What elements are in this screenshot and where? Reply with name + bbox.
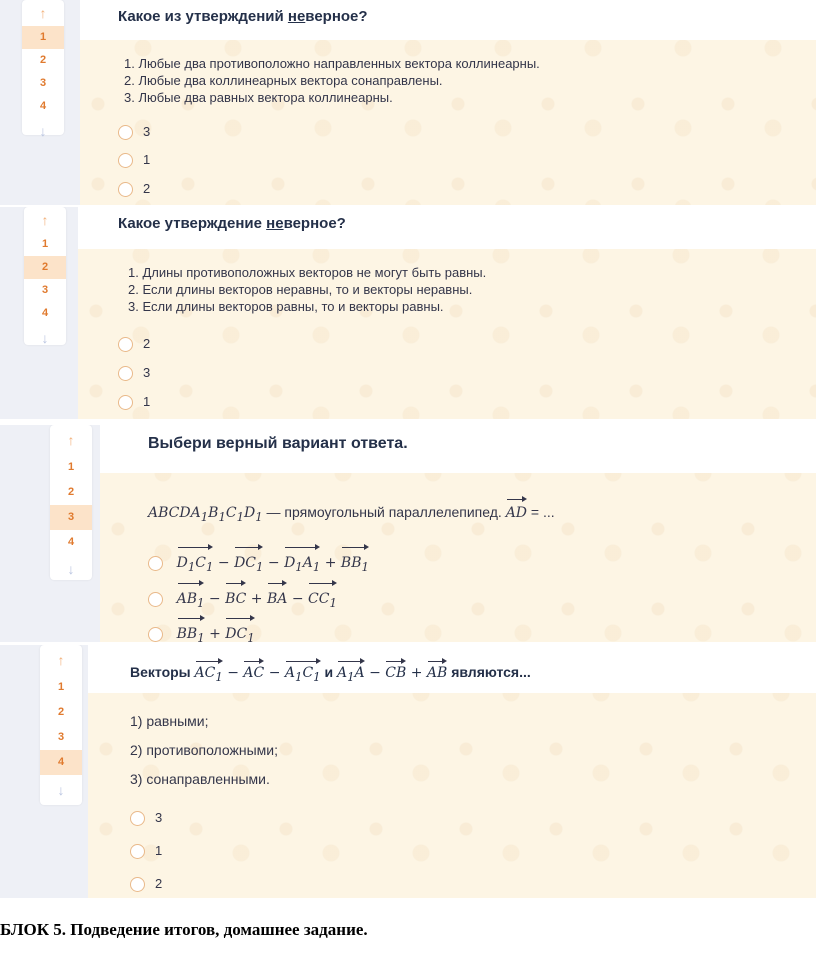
nav-question-2[interactable]: 2 — [39, 54, 47, 66]
radio-icon[interactable] — [148, 556, 163, 571]
arrow-down-icon[interactable]: ↓ — [39, 123, 47, 139]
nav-question-3[interactable]: 3 — [39, 77, 47, 89]
radio-icon[interactable] — [118, 395, 133, 410]
radio-icon[interactable] — [118, 182, 133, 197]
arrow-down-icon[interactable]: ↓ — [57, 782, 65, 798]
quiz-panel-4 — [0, 645, 816, 898]
arrow-up-icon[interactable]: ↑ — [57, 652, 65, 668]
answer-option[interactable]: 1 — [130, 842, 162, 860]
answer-option[interactable]: 2 — [130, 875, 162, 893]
question-nav — [40, 645, 82, 805]
answer-option[interactable]: 3 — [118, 364, 150, 382]
arrow-up-icon[interactable]: ↑ — [39, 5, 47, 21]
answer-option[interactable]: 1 — [118, 393, 150, 411]
question-nav — [22, 0, 64, 139]
problem-statement: $ABCDA_1B_1C_1D_1$ — прямоугольный параллелепипед. AD = ... — [148, 497, 555, 527]
formula-option-2: $AB_1$ − BC + BA − $CC_1$ — [177, 591, 337, 607]
question-statements: 1. Любые два противоположно направленных вектора коллинеарны. 2. Любые два коллинеарных вектора сонаправлены. 3. Любые два равных вектора коллинеарны. — [124, 56, 540, 105]
question-statements: 1. Длины противоположных векторов не могут быть равны. 2. Если длины векторов неравны, то и векторы неравны. 3. Если длины векторов равны, то и векторы равны. — [128, 265, 487, 314]
answer-option[interactable]: 3 — [118, 123, 150, 141]
radio-icon[interactable] — [118, 337, 133, 352]
section-footer: БЛОК 5. Подведение итогов, домашнее задание. — [0, 920, 368, 939]
question-title: Векторы $AC_1$ − AC − $A_1C_1$ и $A_1A$ − CB + AB являются... — [130, 659, 531, 684]
nav-question-1[interactable]: 1 — [41, 238, 49, 250]
formula-vector-group-1: $AC_1$ − AC − $A_1C_1$ — [195, 665, 321, 681]
answer-option[interactable] — [148, 581, 337, 610]
nav-question-2[interactable]: 2 — [57, 706, 65, 718]
answer-option[interactable]: 2 — [118, 335, 150, 353]
radio-icon[interactable] — [130, 844, 145, 859]
radio-icon[interactable] — [148, 592, 163, 607]
arrow-up-icon[interactable]: ↑ — [67, 432, 75, 448]
formula-option-3: $BB_1 + DC_1$ — [177, 626, 255, 642]
arrow-up-icon[interactable]: ↑ — [41, 212, 49, 228]
nav-question-4[interactable]: 4 — [39, 100, 47, 112]
radio-icon[interactable] — [118, 366, 133, 381]
radio-icon[interactable] — [118, 125, 133, 140]
nav-question-2[interactable]: 2 — [24, 256, 66, 279]
answer-option[interactable] — [148, 545, 369, 574]
question-nav — [50, 425, 92, 580]
arrow-down-icon[interactable]: ↓ — [41, 330, 49, 346]
answer-option[interactable]: 1 — [118, 151, 150, 169]
answer-option[interactable]: 3 — [130, 809, 162, 827]
nav-question-3[interactable]: 3 — [50, 505, 92, 530]
nav-question-4[interactable]: 4 — [67, 536, 75, 548]
nav-question-1[interactable]: 1 — [57, 681, 65, 693]
question-title: Какое из утверждений неверное? — [118, 8, 368, 25]
radio-icon[interactable] — [130, 811, 145, 826]
nav-question-4[interactable]: 4 — [41, 307, 49, 319]
radio-icon[interactable] — [118, 153, 133, 168]
answer-option[interactable]: 2 — [118, 180, 150, 198]
formula-option-1: $D_1C_1 - DC_1 - D_1A_1 + BB_1$ — [177, 555, 369, 571]
formula-vector-ad: AD — [506, 505, 527, 521]
radio-icon[interactable] — [148, 627, 163, 642]
quiz-panel-3 — [0, 425, 816, 642]
nav-question-3[interactable]: 3 — [41, 284, 49, 296]
arrow-down-icon[interactable]: ↓ — [67, 561, 75, 577]
formula-parallelepiped: $ABCDA_1B_1C_1D_1$ — [148, 505, 263, 524]
radio-icon[interactable] — [130, 877, 145, 892]
nav-question-1[interactable]: 1 — [22, 26, 64, 49]
question-title: Какое утверждение неверное? — [118, 215, 346, 232]
answer-option[interactable] — [148, 616, 255, 640]
question-nav — [24, 207, 66, 345]
nav-question-3[interactable]: 3 — [57, 731, 65, 743]
formula-vector-group-2: $A_1A$ − CB + AB — [337, 665, 447, 681]
question-title: Выбери верный вариант ответа. — [148, 435, 408, 452]
question-statements: 1) равными; 2) противоположными; 3) сонаправленными. — [130, 713, 278, 787]
quiz-panel-2 — [0, 207, 816, 419]
nav-question-1[interactable]: 1 — [67, 461, 75, 473]
nav-question-2[interactable]: 2 — [67, 486, 75, 498]
quiz-panel-1 — [0, 0, 816, 205]
nav-question-4[interactable]: 4 — [40, 750, 82, 775]
